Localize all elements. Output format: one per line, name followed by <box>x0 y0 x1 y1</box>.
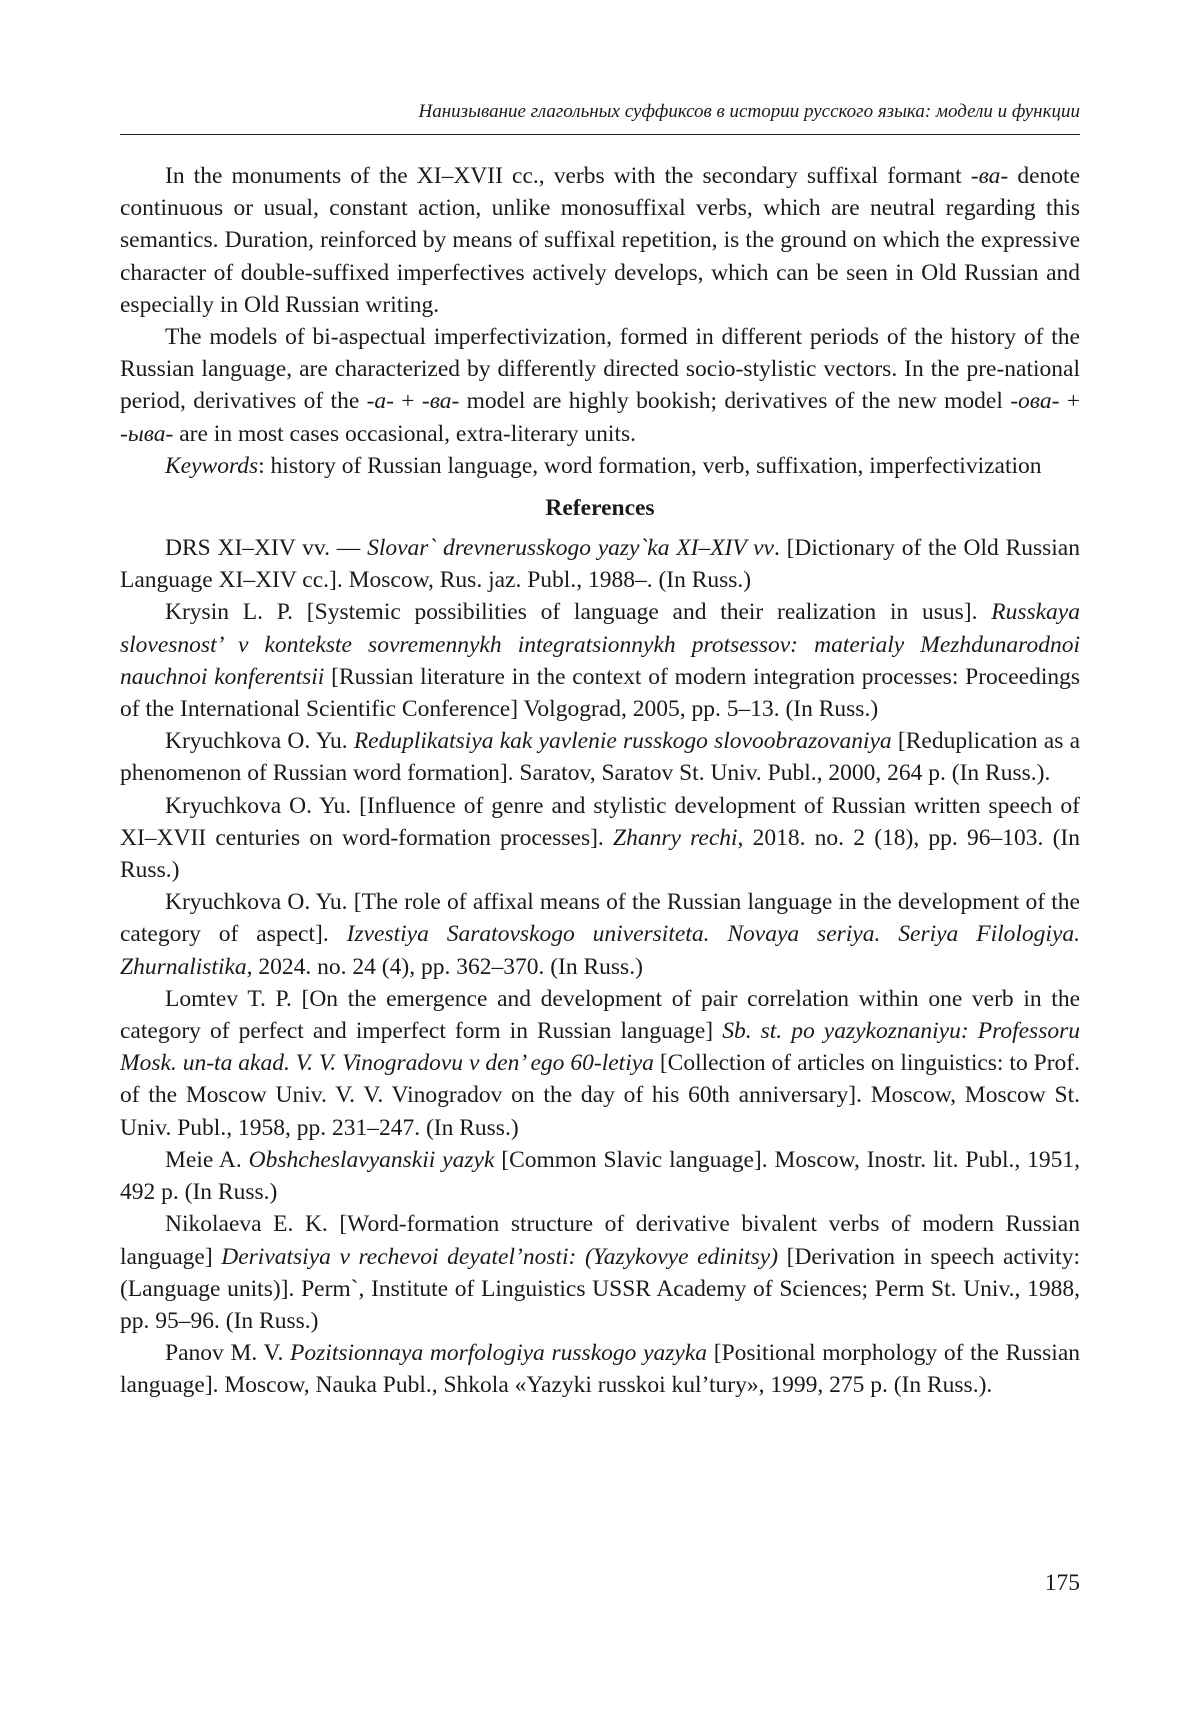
reference-entry <box>120 1208 1080 1337</box>
text-run: [Derivation in speech activity: (Language units)]. Perm`, Institute of Linguistics USSR Academy of Sciences; Perm St. Univ., 1988, pp. 95–96. (In Russ.) <box>120 1243 1080 1334</box>
italic-text: Obshcheslavyanskii yazyk <box>248 1146 495 1173</box>
running-title: Нанизывание глагольных суффиксов в истории русского языка: модели и функции <box>418 101 1080 122</box>
text-run: denote continuous or usual, constant action, unlike monosuffixal verbs, which are neutral regarding this semantics. Duration, reinforced by means of suffixal repetition, is the ground on which the expressive character of double-suffixed imperfectives actively develops, which can be seen in Old Russian and especially in Old Russian writing. <box>120 163 1080 318</box>
italic-text: Pozitsionnaya morfologiya russkogo yazyka <box>290 1340 708 1367</box>
reference-entry <box>120 790 1080 887</box>
text-run: , 2018. no. 2 (18), pp. 96–103. (In Russ.) <box>120 824 1080 884</box>
text-run: The models of bi-aspectual imperfectivization, formed in different periods of the history of the Russian language, are characterized by differently directed socio-stylistic vectors. In the pre-national period, derivatives of the <box>120 324 1080 415</box>
text-run: + <box>1059 388 1080 415</box>
italic-text: Russkaya slovesnost’ v kontekste sovremennykh integratsionnykh protsessov: materialy Mezhdunarodnoi nauchnoi konferentsii <box>120 599 1080 690</box>
text-run: Panov M. V. <box>165 1340 291 1367</box>
text-run: + <box>393 388 422 415</box>
text-run: Kryuchkova O. Yu. [The role of affixal means of the Russian language in the development of the category of aspect]. <box>120 889 1080 948</box>
keywords-paragraph <box>120 450 1080 482</box>
italic-text: -ова- <box>1010 388 1060 415</box>
abstract-paragraph <box>120 160 1080 321</box>
references-list <box>120 532 1080 1401</box>
italic-text: Izvestiya Saratovskogo universiteta. Novaya seriya. Seriya Filologiya. Zhurnalistika, <box>120 921 1081 980</box>
text-run: [Reduplication as a phenomenon of Russian word formation]. Saratov, Saratov St. Univ. Publ., 2000, 264 p. (In Russ.). <box>120 728 1081 787</box>
reference-entry <box>120 596 1080 725</box>
text-run: Nikolaeva E. K. [Word-formation structure of derivative bivalent verbs of modern Russian language] <box>120 1211 1080 1270</box>
text-run: Meie A. <box>165 1146 249 1173</box>
page-body <box>120 160 1080 1402</box>
italic-text: -ва- <box>970 163 1009 189</box>
abstract-section <box>120 160 1080 482</box>
text-run: Krysin L. P. [Systemic possibilities of language and their realization in usus]. <box>165 599 992 626</box>
italic-text: Slovar` drevnerusskogo yazy`ka XI–XIV vv <box>367 535 774 562</box>
italic-text: Sb. st. po yazykoznaniyu: Professoru Mosk. un-ta akad. V. V. Vinogradovu v den’ ego 60-letiya <box>120 1018 1080 1077</box>
reference-entry <box>120 886 1080 983</box>
references-heading: References <box>545 495 655 522</box>
running-header <box>120 98 1080 135</box>
italic-text: Reduplikatsiya kak yavlenie russkogo slovoobrazovaniya <box>353 728 892 755</box>
italic-text: Zhanry rechi <box>613 824 738 851</box>
text-run: Lomtev T. P. [On the emergence and development of pair correlation within one verb in the category of perfect and imperfect form in Russian language] <box>120 985 1080 1045</box>
reference-entry <box>120 532 1080 596</box>
page-number: 175 <box>1044 1570 1080 1596</box>
text-run: 2024. no. 24 (4), pp. 362–370. (In Russ.) <box>252 953 643 980</box>
italic-text: Keywords <box>165 452 259 479</box>
text-run: [Russian literature in the context of modern integration processes: Proceedings of the International Scientific Conference] Volgograd, 2005, pp. 5–13. (In Russ.) <box>120 663 1080 723</box>
text-run: Kryuchkova O. Yu. [Influence of genre and stylistic development of Russian written speech of XI–XVII centuries on word-formation processes]. <box>120 792 1080 851</box>
reference-entry <box>120 983 1080 1144</box>
abstract-paragraph <box>120 321 1080 450</box>
text-run: [Positional morphology of the Russian language]. Moscow, Nauka Publ., Shkola «Yazyki russkoi kul’tury», 1999, 275 p. (In Russ.). <box>120 1340 1080 1399</box>
italic-text: Derivatsiya v rechevoi deyatel’nosti: (Yazykovye edinitsy) <box>221 1243 779 1270</box>
text-run: [Collection of articles on linguistics: to Prof. of the Moscow Univ. V. V. Vinogradov on the day of his 60th anniversary]. Moscow, Moscow St. Univ. Publ., 1958, pp. 231–247. (In Russ.) <box>120 1050 1080 1141</box>
reference-entry <box>120 1144 1080 1208</box>
text-run: Kryuchkova O. Yu. <box>165 728 354 755</box>
text-run: In the monuments of the XI–XVII cc., verbs with the secondary suffixal formant <box>165 163 971 189</box>
text-run: DRS XI–XIV vv. — <box>165 535 368 562</box>
text-run: are in most cases occasional, extra-literary units. <box>173 420 637 447</box>
text-run: : history of Russian language, word formation, verb, suffixation, imperfectivization <box>258 452 1042 479</box>
text-run: . [Dictionary of the Old Russian Language XI–XIV cc.]. Moscow, Rus. jaz. Publ., 1988–. (In Russ.) <box>120 535 1080 594</box>
reference-entry <box>120 1337 1080 1401</box>
italic-text: -ыва- <box>120 420 174 447</box>
text-run: model are highly bookish; derivatives of the new model <box>459 388 1011 415</box>
italic-text: -ва- <box>421 388 460 415</box>
text-run: [Common Slavic language]. Moscow, Inostr. lit. Publ., 1951, 492 p. (In Russ.) <box>120 1146 1080 1206</box>
italic-text: -а- <box>366 388 394 415</box>
reference-entry <box>120 725 1080 789</box>
